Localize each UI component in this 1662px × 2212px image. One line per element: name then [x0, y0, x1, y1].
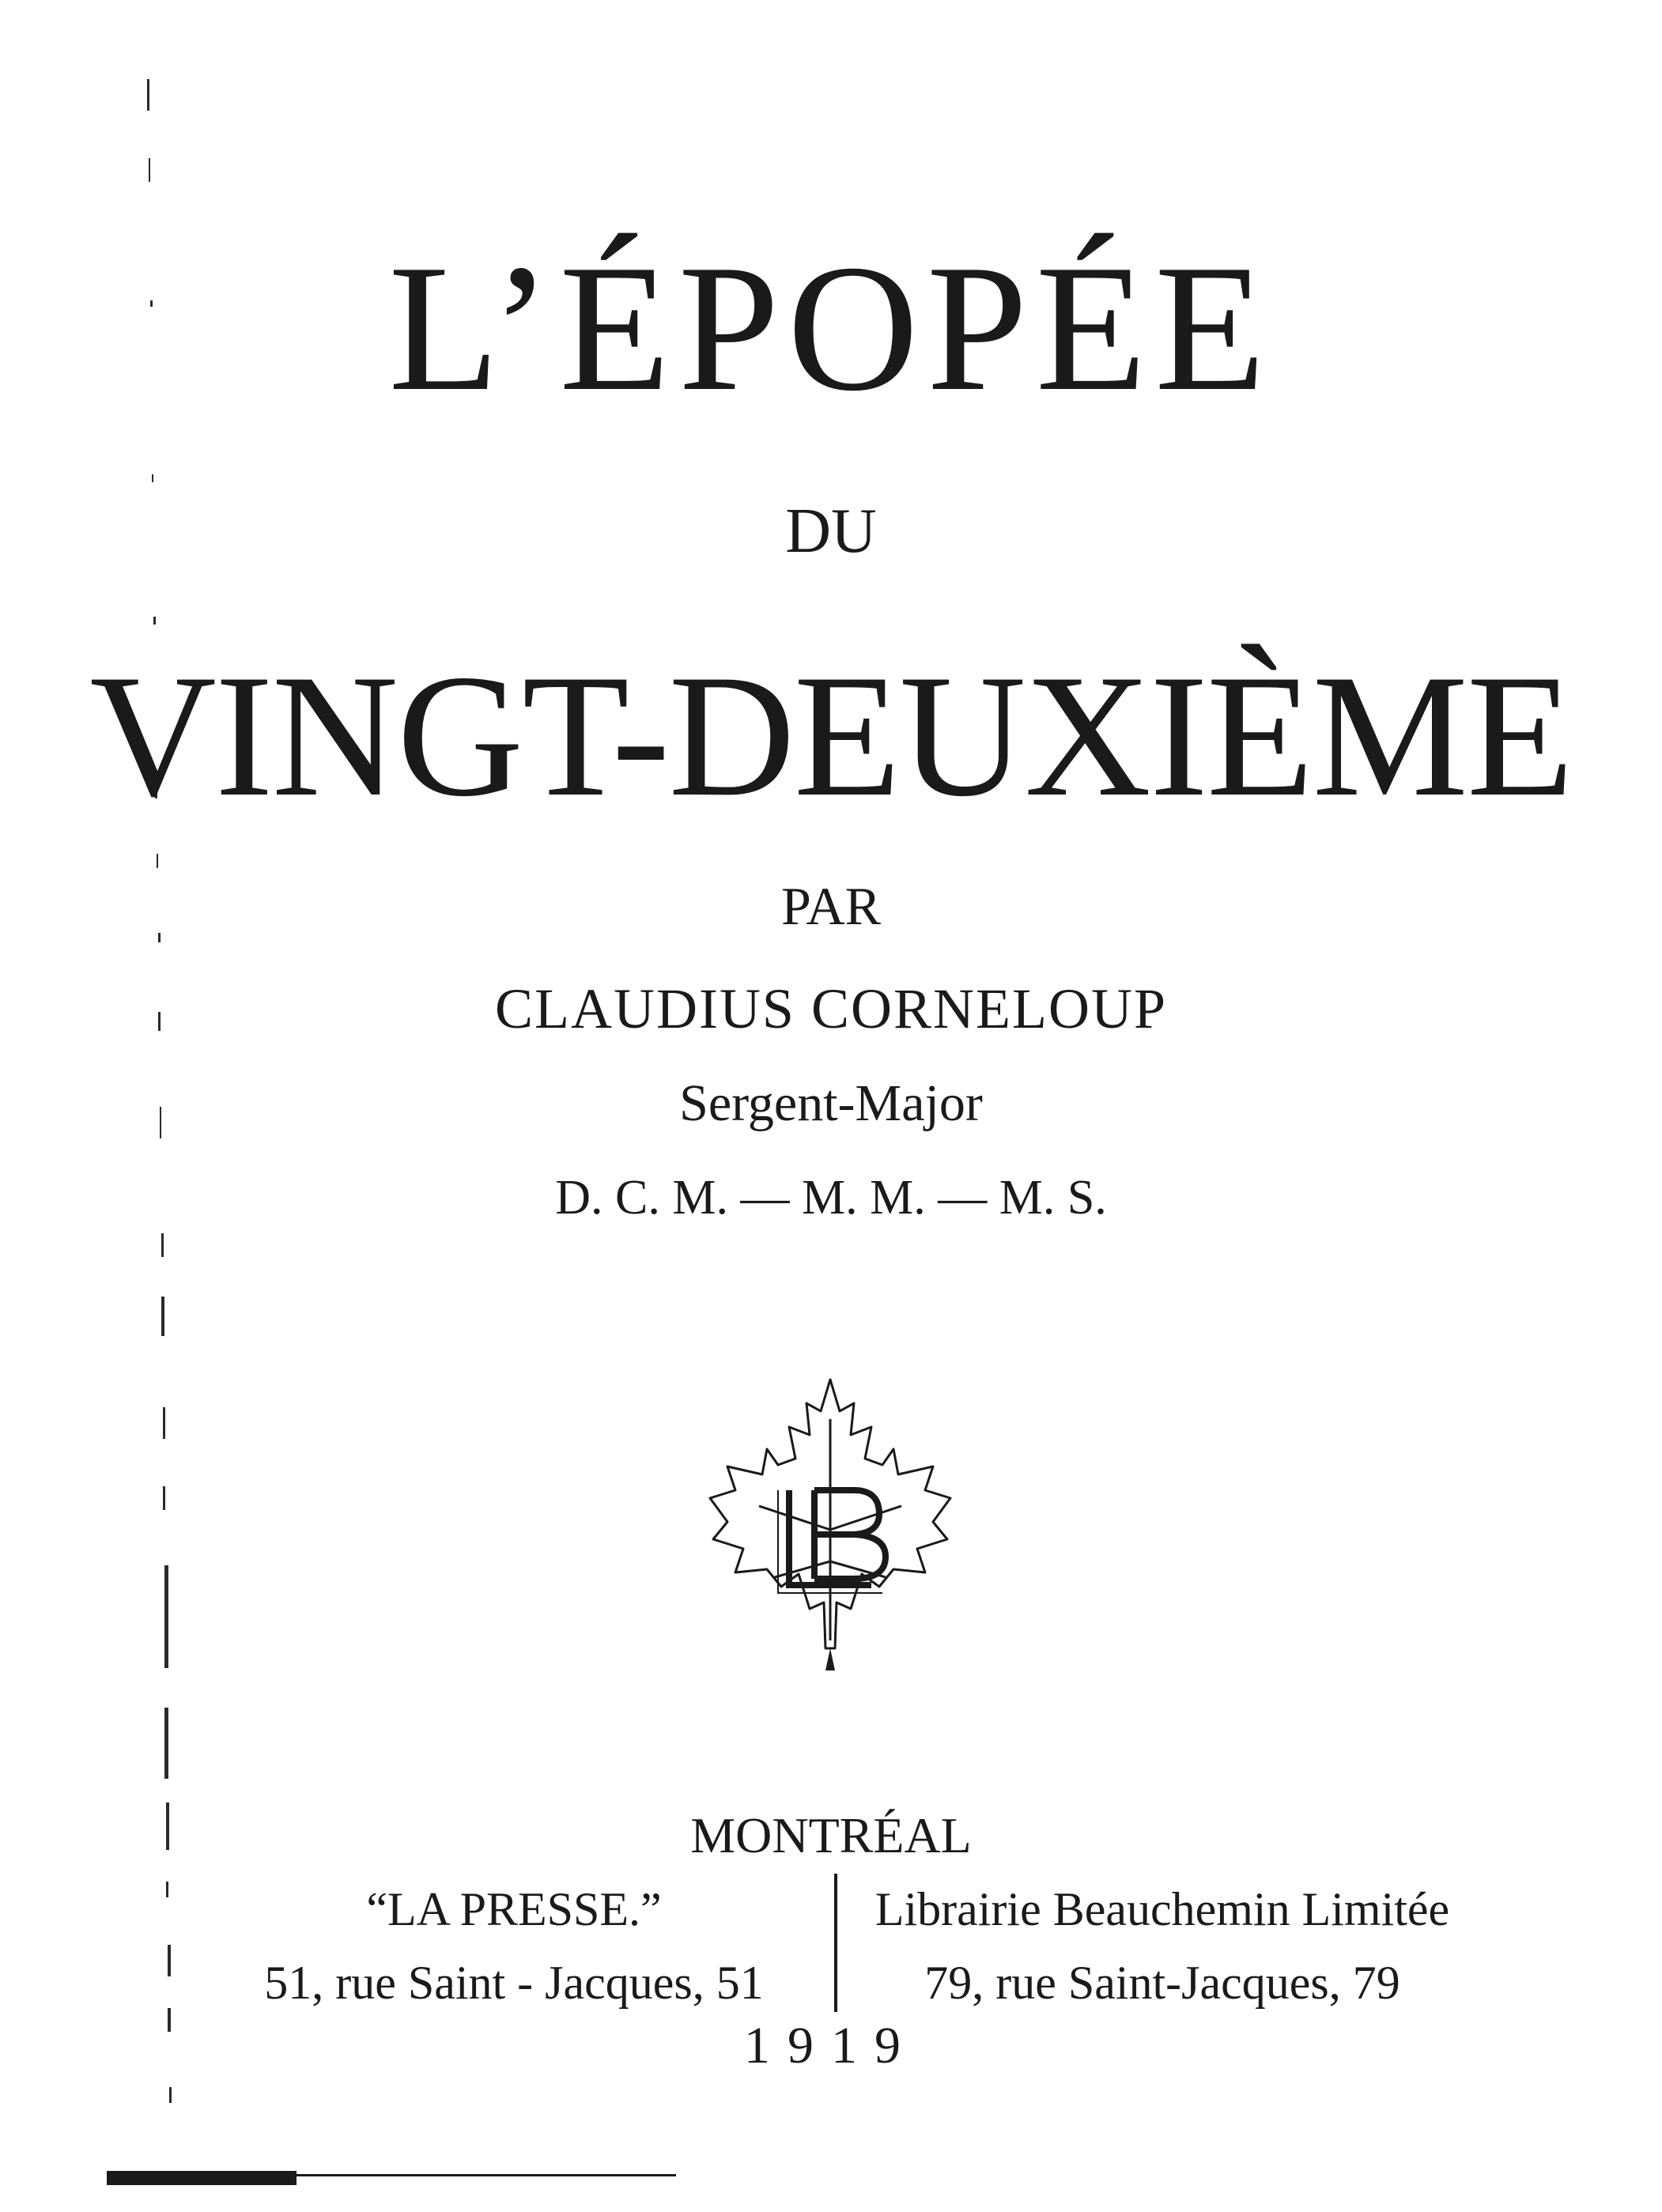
publisher-right-name: Librairie Beauchemin Limitée — [874, 1883, 1450, 1935]
publisher-left-name: “LA PRESSE.” — [366, 1883, 662, 1935]
imprint-year: 1919 — [744, 2017, 918, 2074]
author-honours: D. C. M. — M. M. — M. S. — [555, 1171, 1107, 1225]
imprint-city: MONTRÉAL — [690, 1807, 972, 1863]
by-label: PAR — [780, 876, 882, 936]
author-name: CLAUDIUS CORNELOUP — [494, 977, 1168, 1040]
bottom-edge-mark — [107, 2166, 676, 2187]
title-line-3: VINGT-DEUXIÈME — [89, 639, 1573, 833]
title-line-1: L’ÉPOPÉE — [388, 227, 1274, 428]
publisher-right-address: 79, rue Saint-Jacques, 79 — [924, 1957, 1400, 2009]
publisher-left-address: 51, rue Saint - Jacques, 51 — [264, 1957, 764, 2009]
publisher-divider — [834, 1874, 837, 2012]
maple-leaf-monogram-icon — [696, 1372, 965, 1672]
author-rank: Sergent-Major — [679, 1074, 983, 1132]
title-line-2: DU — [785, 496, 877, 566]
